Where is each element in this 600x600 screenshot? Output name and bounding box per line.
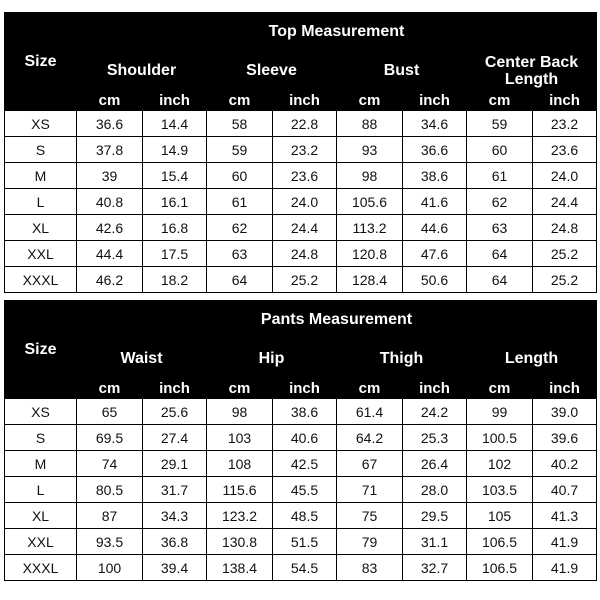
value-cell: 14.9 xyxy=(143,137,207,163)
table-row xyxy=(5,163,597,189)
size-cell: M xyxy=(5,451,77,477)
value-cell: 61 xyxy=(467,163,533,189)
value-cell: 60 xyxy=(467,137,533,163)
size-cell: S xyxy=(5,137,77,163)
table-title: Top Measurement xyxy=(77,13,597,51)
group-header-thigh: Thigh xyxy=(337,339,467,379)
value-cell: 64.2 xyxy=(337,425,403,451)
value-cell: 106.5 xyxy=(467,555,533,581)
value-cell: 26.4 xyxy=(403,451,467,477)
value-cell: 71 xyxy=(337,477,403,503)
value-cell: 69.5 xyxy=(77,425,143,451)
value-cell: 42.5 xyxy=(273,451,337,477)
value-cell: 106.5 xyxy=(467,529,533,555)
value-cell: 25.6 xyxy=(143,399,207,425)
unit-header-cm: cm xyxy=(77,379,143,399)
group-header-hip: Hip xyxy=(207,339,337,379)
value-cell: 98 xyxy=(207,399,273,425)
table-row xyxy=(5,399,597,425)
unit-header-inch: inch xyxy=(533,91,597,111)
value-cell: 16.8 xyxy=(143,215,207,241)
unit-header-inch: inch xyxy=(143,91,207,111)
group-header-waist: Waist xyxy=(77,339,207,379)
value-cell: 50.6 xyxy=(403,267,467,293)
value-cell: 64 xyxy=(207,267,273,293)
value-cell: 24.2 xyxy=(403,399,467,425)
value-cell: 14.4 xyxy=(143,111,207,137)
group-header-shoulder: Shoulder xyxy=(77,51,207,91)
value-cell: 41.9 xyxy=(533,529,597,555)
value-cell: 41.9 xyxy=(533,555,597,581)
value-cell: 64 xyxy=(467,267,533,293)
group-header-sleeve: Sleeve xyxy=(207,51,337,91)
value-cell: 25.2 xyxy=(533,241,597,267)
value-cell: 40.6 xyxy=(273,425,337,451)
table-row xyxy=(5,215,597,241)
value-cell: 88 xyxy=(337,111,403,137)
value-cell: 54.5 xyxy=(273,555,337,581)
size-cell: XXL xyxy=(5,241,77,267)
value-cell: 93.5 xyxy=(77,529,143,555)
value-cell: 79 xyxy=(337,529,403,555)
value-cell: 60 xyxy=(207,163,273,189)
value-cell: 48.5 xyxy=(273,503,337,529)
size-cell: XL xyxy=(5,215,77,241)
value-cell: 32.7 xyxy=(403,555,467,581)
unit-header-cm: cm xyxy=(467,379,533,399)
value-cell: 39.4 xyxy=(143,555,207,581)
unit-header-cm: cm xyxy=(207,379,273,399)
value-cell: 61 xyxy=(207,189,273,215)
value-cell: 65 xyxy=(77,399,143,425)
value-cell: 61.4 xyxy=(337,399,403,425)
group-header-length: Length xyxy=(467,339,597,379)
value-cell: 39.0 xyxy=(533,399,597,425)
unit-header-inch: inch xyxy=(143,379,207,399)
value-cell: 45.5 xyxy=(273,477,337,503)
unit-header-cm: cm xyxy=(337,379,403,399)
value-cell: 24.4 xyxy=(273,215,337,241)
value-cell: 29.1 xyxy=(143,451,207,477)
value-cell: 100 xyxy=(77,555,143,581)
value-cell: 25.3 xyxy=(403,425,467,451)
unit-header-cm: cm xyxy=(467,91,533,111)
value-cell: 36.8 xyxy=(143,529,207,555)
size-cell: M xyxy=(5,163,77,189)
value-cell: 36.6 xyxy=(403,137,467,163)
value-cell: 16.1 xyxy=(143,189,207,215)
value-cell: 87 xyxy=(77,503,143,529)
value-cell: 130.8 xyxy=(207,529,273,555)
value-cell: 34.3 xyxy=(143,503,207,529)
value-cell: 24.4 xyxy=(533,189,597,215)
value-cell: 63 xyxy=(207,241,273,267)
value-cell: 59 xyxy=(207,137,273,163)
unit-header-inch: inch xyxy=(403,91,467,111)
table-row xyxy=(5,477,597,503)
value-cell: 40.8 xyxy=(77,189,143,215)
size-cell: XXXL xyxy=(5,267,77,293)
value-cell: 38.6 xyxy=(273,399,337,425)
value-cell: 40.7 xyxy=(533,477,597,503)
value-cell: 31.1 xyxy=(403,529,467,555)
size-cell: S xyxy=(5,425,77,451)
value-cell: 120.8 xyxy=(337,241,403,267)
size-cell: L xyxy=(5,477,77,503)
value-cell: 138.4 xyxy=(207,555,273,581)
value-cell: 105.6 xyxy=(337,189,403,215)
value-cell: 17.5 xyxy=(143,241,207,267)
value-cell: 31.7 xyxy=(143,477,207,503)
value-cell: 83 xyxy=(337,555,403,581)
value-cell: 123.2 xyxy=(207,503,273,529)
value-cell: 108 xyxy=(207,451,273,477)
value-cell: 44.6 xyxy=(403,215,467,241)
value-cell: 24.8 xyxy=(533,215,597,241)
value-cell: 80.5 xyxy=(77,477,143,503)
table-title: Pants Measurement xyxy=(77,301,597,339)
value-cell: 58 xyxy=(207,111,273,137)
group-header-bust: Bust xyxy=(337,51,467,91)
group-header-center-back-length: Center Back Length xyxy=(467,51,597,91)
value-cell: 47.6 xyxy=(403,241,467,267)
unit-header-inch: inch xyxy=(533,379,597,399)
value-cell: 102 xyxy=(467,451,533,477)
value-cell: 67 xyxy=(337,451,403,477)
value-cell: 39 xyxy=(77,163,143,189)
table-row xyxy=(5,503,597,529)
value-cell: 24.8 xyxy=(273,241,337,267)
size-header: Size xyxy=(5,301,77,399)
unit-header-inch: inch xyxy=(403,379,467,399)
value-cell: 24.0 xyxy=(533,163,597,189)
value-cell: 62 xyxy=(467,189,533,215)
top-table-body xyxy=(5,111,597,293)
unit-header-cm: cm xyxy=(207,91,273,111)
value-cell: 62 xyxy=(207,215,273,241)
table-row xyxy=(5,451,597,477)
table-row xyxy=(5,189,597,215)
value-cell: 41.6 xyxy=(403,189,467,215)
value-cell: 105 xyxy=(467,503,533,529)
value-cell: 23.6 xyxy=(273,163,337,189)
size-cell: L xyxy=(5,189,77,215)
unit-header-inch: inch xyxy=(273,91,337,111)
value-cell: 23.2 xyxy=(273,137,337,163)
value-cell: 18.2 xyxy=(143,267,207,293)
unit-header-cm: cm xyxy=(337,91,403,111)
value-cell: 37.8 xyxy=(77,137,143,163)
pants-measurement-table xyxy=(4,300,597,581)
value-cell: 28.0 xyxy=(403,477,467,503)
value-cell: 22.8 xyxy=(273,111,337,137)
table-row xyxy=(5,137,597,163)
value-cell: 27.4 xyxy=(143,425,207,451)
value-cell: 98 xyxy=(337,163,403,189)
value-cell: 24.0 xyxy=(273,189,337,215)
value-cell: 75 xyxy=(337,503,403,529)
value-cell: 41.3 xyxy=(533,503,597,529)
value-cell: 64 xyxy=(467,241,533,267)
table-row xyxy=(5,267,597,293)
value-cell: 46.2 xyxy=(77,267,143,293)
value-cell: 25.2 xyxy=(533,267,597,293)
table-row xyxy=(5,111,597,137)
value-cell: 63 xyxy=(467,215,533,241)
value-cell: 38.6 xyxy=(403,163,467,189)
value-cell: 115.6 xyxy=(207,477,273,503)
table-row xyxy=(5,529,597,555)
value-cell: 40.2 xyxy=(533,451,597,477)
value-cell: 15.4 xyxy=(143,163,207,189)
value-cell: 23.2 xyxy=(533,111,597,137)
size-cell: XXXL xyxy=(5,555,77,581)
value-cell: 29.5 xyxy=(403,503,467,529)
unit-header-inch: inch xyxy=(273,379,337,399)
top-measurement-table xyxy=(4,12,597,293)
value-cell: 99 xyxy=(467,399,533,425)
value-cell: 103.5 xyxy=(467,477,533,503)
value-cell: 74 xyxy=(77,451,143,477)
value-cell: 42.6 xyxy=(77,215,143,241)
value-cell: 36.6 xyxy=(77,111,143,137)
unit-header-cm: cm xyxy=(77,91,143,111)
size-cell: XL xyxy=(5,503,77,529)
size-header: Size xyxy=(5,13,77,111)
value-cell: 128.4 xyxy=(337,267,403,293)
value-cell: 103 xyxy=(207,425,273,451)
value-cell: 100.5 xyxy=(467,425,533,451)
value-cell: 34.6 xyxy=(403,111,467,137)
value-cell: 25.2 xyxy=(273,267,337,293)
value-cell: 23.6 xyxy=(533,137,597,163)
value-cell: 59 xyxy=(467,111,533,137)
value-cell: 93 xyxy=(337,137,403,163)
table-row xyxy=(5,555,597,581)
table-row xyxy=(5,425,597,451)
table-row xyxy=(5,241,597,267)
value-cell: 51.5 xyxy=(273,529,337,555)
size-cell: XS xyxy=(5,111,77,137)
value-cell: 113.2 xyxy=(337,215,403,241)
size-cell: XS xyxy=(5,399,77,425)
value-cell: 44.4 xyxy=(77,241,143,267)
size-cell: XXL xyxy=(5,529,77,555)
value-cell: 39.6 xyxy=(533,425,597,451)
pants-table-body xyxy=(5,399,597,581)
